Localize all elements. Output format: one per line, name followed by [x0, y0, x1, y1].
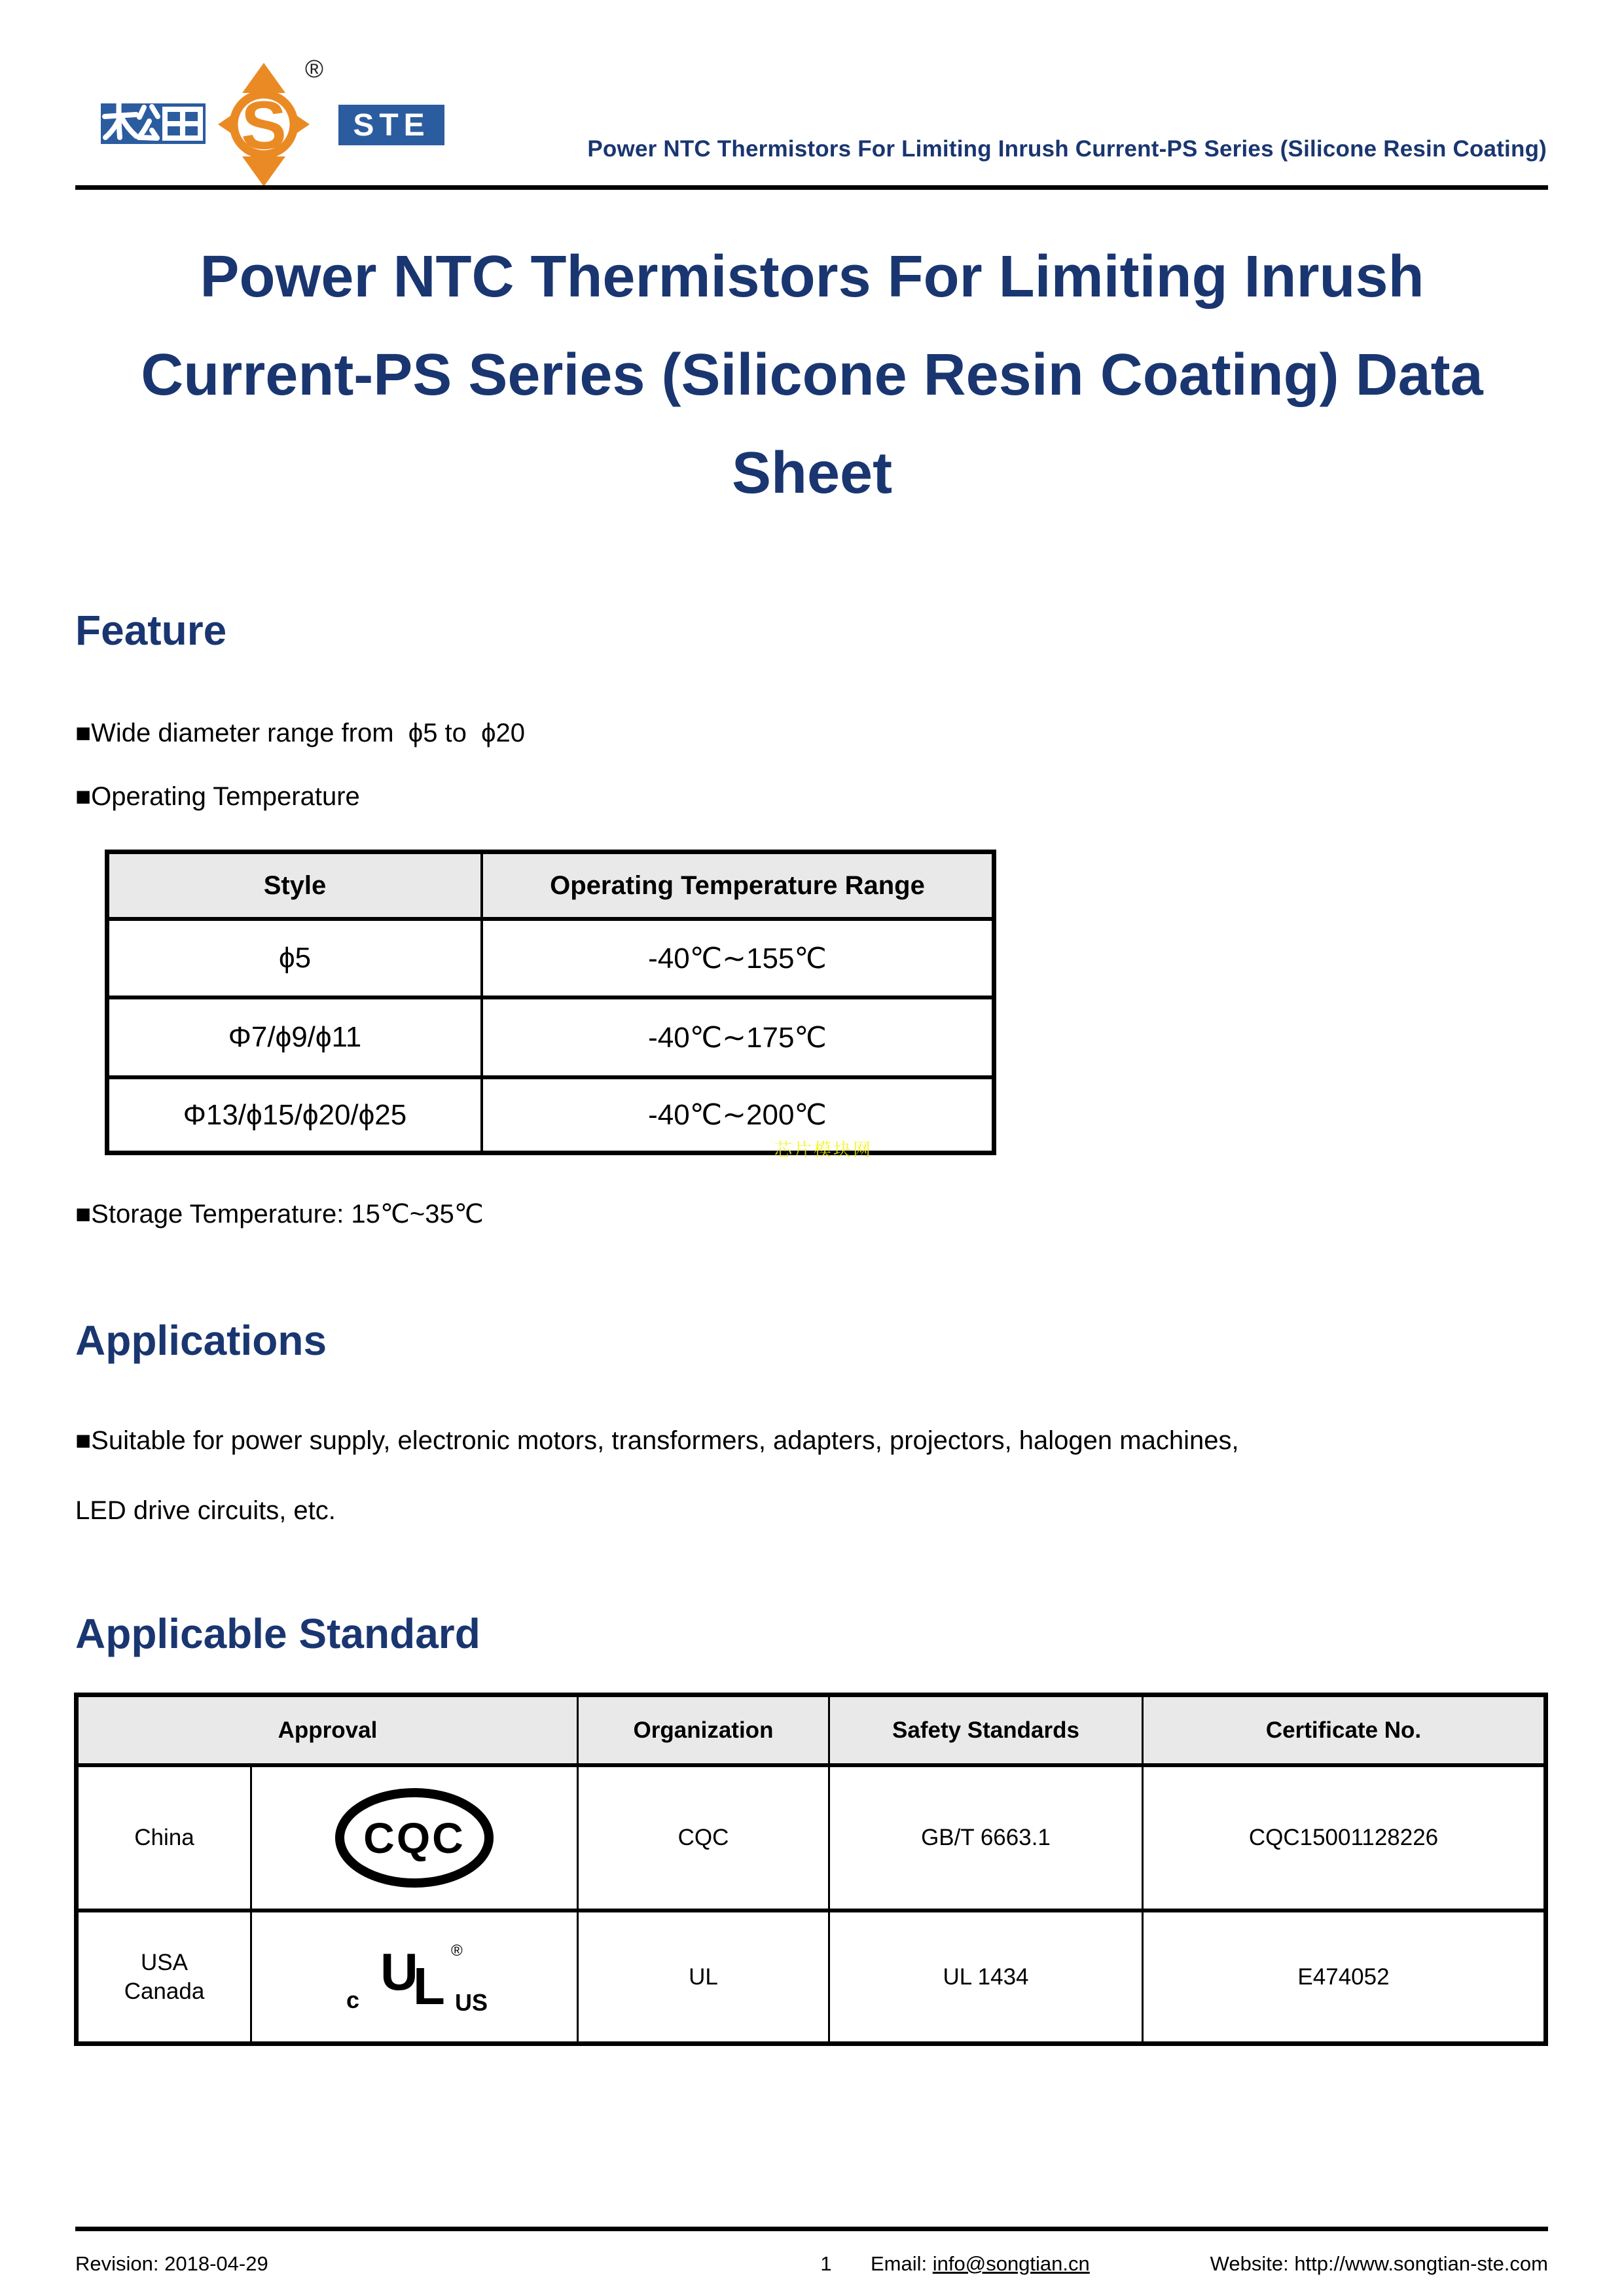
- logo-monogram: S: [241, 88, 287, 164]
- column-header-certificate: Certificate No.: [1142, 1697, 1543, 1763]
- table-cell-range: -40℃∼155℃: [480, 917, 992, 996]
- svg-text:US: US: [455, 1988, 488, 2016]
- table-cell-range: -40℃∼175℃: [480, 996, 992, 1075]
- applications-line: LED drive circuits, etc.: [75, 1496, 336, 1525]
- organization-cell: CQC: [577, 1763, 828, 1909]
- page-title-line: Power NTC Thermistors For Limiting Inrush: [200, 244, 1424, 310]
- table-cell-style: ϕ5: [109, 917, 480, 996]
- svg-text:L: L: [413, 1956, 445, 2015]
- column-header-style: Style: [109, 854, 480, 917]
- approval-logo-cell: [250, 1763, 577, 1909]
- applicable-standard-table: [74, 1693, 1548, 2046]
- operating-temperature-table: [105, 850, 996, 1155]
- safety-standard-cell: UL 1434: [828, 1909, 1142, 2041]
- s-diamond-emblem: [218, 63, 310, 187]
- feature-bullet-diameter: ■Wide diameter range from ϕ5 to ϕ20: [75, 719, 526, 747]
- svg-text:CQC: CQC: [363, 1814, 465, 1862]
- svg-text:®: ®: [451, 1941, 463, 1960]
- registered-mark-icon: ®: [305, 56, 323, 83]
- cul-us-mark-icon: [329, 1935, 499, 2020]
- footer-email: [871, 2251, 1090, 2276]
- feature-bullet-operating: ■Operating Temperature: [75, 782, 360, 811]
- footer-revision: Revision: 2018-04-29: [75, 2252, 268, 2275]
- certificate-no-cell: CQC15001128226: [1142, 1763, 1543, 1909]
- applications-line: ■Suitable for power supply, electronic motors, transformers, adapters, projectors, halogen machines,: [75, 1426, 1239, 1455]
- page-title-line: Sheet: [731, 440, 893, 506]
- storage-temperature-line: ■Storage Temperature: 15℃~35℃: [75, 1200, 484, 1229]
- svg-text:U: U: [380, 1942, 418, 2001]
- column-header-range: Operating Temperature Range: [480, 854, 992, 917]
- safety-standard-cell: GB/T 6663.1: [828, 1763, 1142, 1909]
- approval-country: China: [79, 1763, 250, 1909]
- column-header-approval: Approval: [79, 1697, 577, 1763]
- footer-page-number: 1: [820, 2252, 832, 2275]
- column-header-safety: Safety Standards: [828, 1697, 1142, 1763]
- page-title: [0, 228, 1624, 522]
- approval-country: [79, 1909, 250, 2041]
- header-rule: [75, 185, 1548, 190]
- applicable-standard-heading: Applicable Standard: [75, 1610, 480, 1657]
- country-line: USA: [141, 1949, 188, 1975]
- logo-en-text: STE: [353, 108, 430, 143]
- running-header-title: Power NTC Thermistors For Limiting Inrush Current-PS Series (Silicone Resin Coating): [587, 136, 1547, 162]
- applications-heading: Applications: [75, 1317, 327, 1364]
- songtian-cn-mark: [101, 62, 206, 144]
- table-cell-style: Φ7/ϕ9/ϕ11: [109, 996, 480, 1075]
- table-cell-range: -40℃∼200℃: [480, 1075, 992, 1151]
- footer-email-link[interactable]: info@songtian.cn: [932, 2252, 1090, 2275]
- cqc-mark-icon: [329, 1785, 499, 1890]
- watermark-text: 芯片模块网: [774, 1140, 873, 1160]
- organization-cell: UL: [577, 1909, 828, 2041]
- table-cell-style: Φ13/ϕ15/ϕ20/ϕ25: [109, 1075, 480, 1151]
- footer-website: Website: http://www.songtian-ste.com: [1210, 2252, 1548, 2275]
- column-header-organization: Organization: [577, 1697, 828, 1763]
- certificate-no-cell: E474052: [1142, 1909, 1543, 2041]
- svg-text:c: c: [346, 1986, 360, 2013]
- approval-logo-cell: [250, 1909, 577, 2041]
- footer-rule: [75, 2227, 1548, 2231]
- footer-email-label: Email:: [871, 2252, 933, 2275]
- company-logo: [92, 39, 458, 196]
- feature-heading: Feature: [75, 607, 227, 654]
- ste-en-mark: [338, 105, 444, 145]
- page-title-line: Current-PS Series (Silicone Resin Coating) Data: [141, 342, 1483, 408]
- country-line: Canada: [124, 1978, 205, 2004]
